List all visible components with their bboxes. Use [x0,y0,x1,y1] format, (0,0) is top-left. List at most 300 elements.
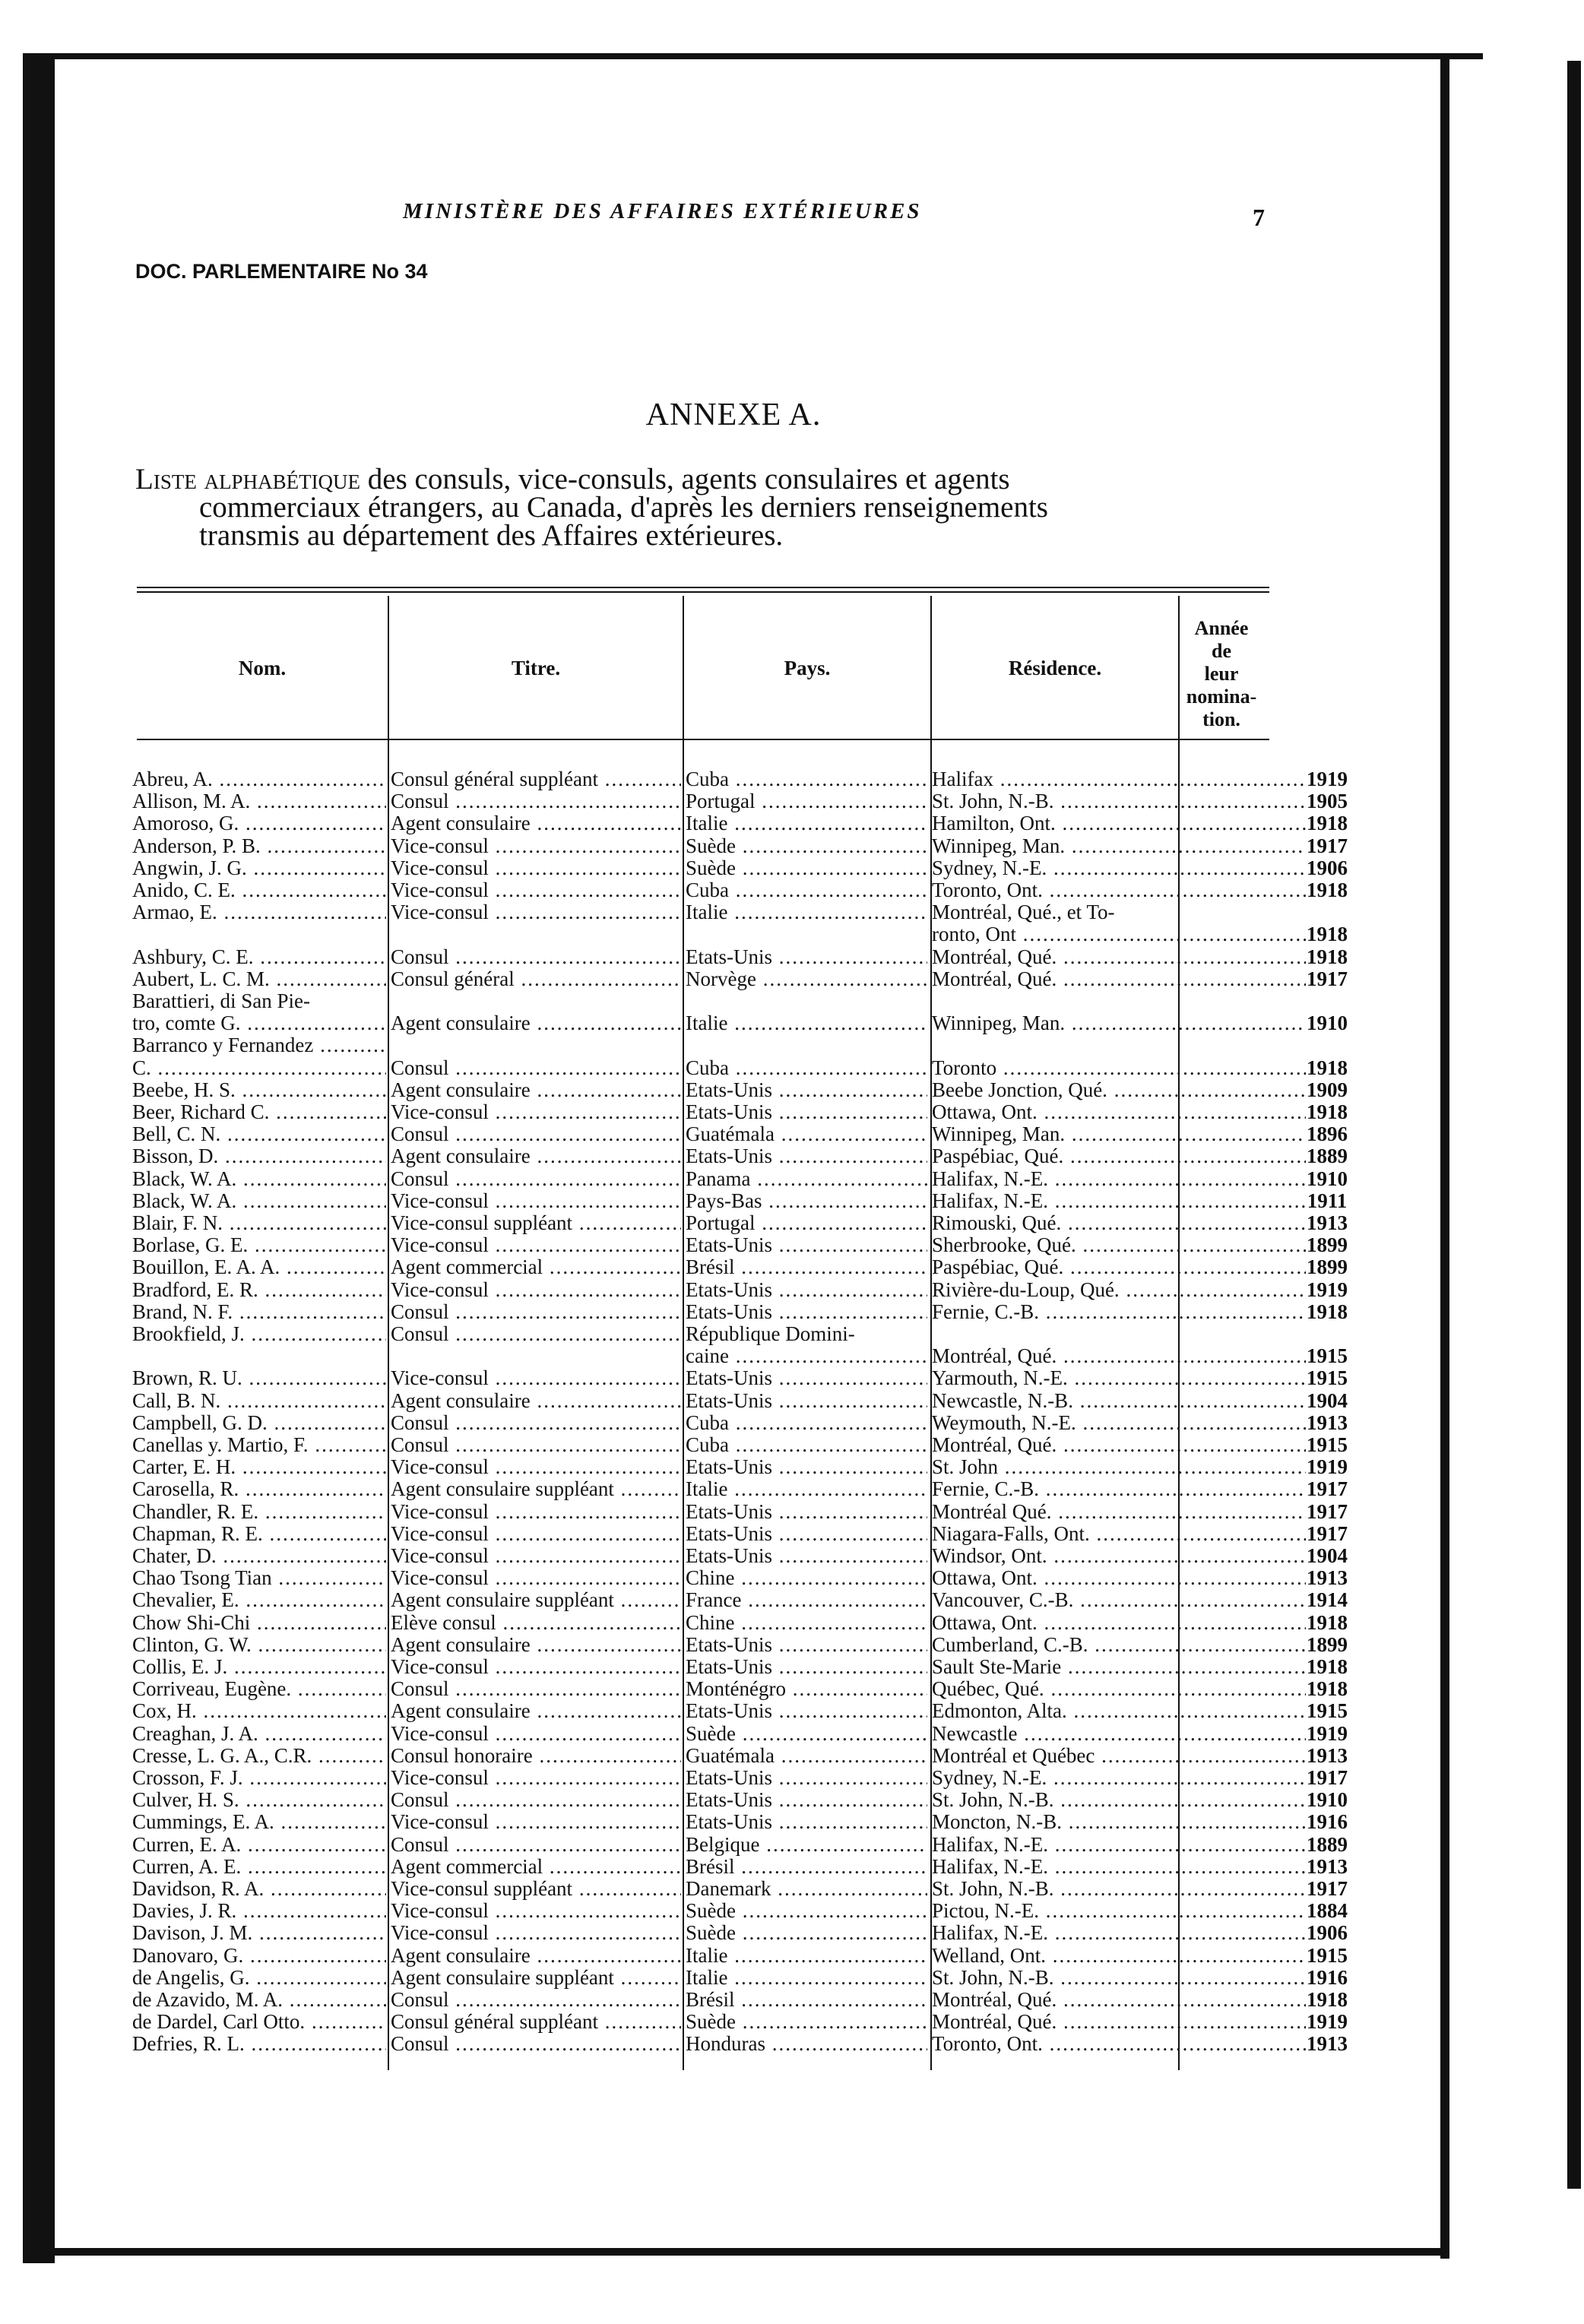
table-row [132,1965,1348,1989]
cell-country: Etats-Unis ..... [686,1145,927,1167]
cell-country: Cuba ..... [686,1056,927,1079]
cell-name: Anido, C. E. ..... [132,879,386,901]
cell-country: Etats-Unis ..... [686,945,927,968]
cell-country: Etats-Unis ..... [686,1633,927,1656]
cell-res: Montréal, Qué. ..... [932,1433,1306,1456]
cell-country: Etats-Unis ..... [686,1522,927,1545]
column-header-residence: Résidence. [1008,657,1102,679]
cell-res: Vancouver, C.-B. ..... [932,1588,1306,1611]
cell-year: 1913 [1307,1743,1348,1767]
cell-year: 1906 [1307,856,1348,879]
cell-year: 1910 [1307,1788,1348,1812]
cell-title: Consul ..... [391,1300,681,1323]
page-border-right [1440,55,1449,2259]
cell-title: Consul ..... [391,1122,681,1145]
cell-country [686,989,927,1012]
running-title: MINISTÈRE DES AFFAIRES EXTÉRIEURES [403,199,922,223]
table-row [132,1832,1348,1856]
cell-res: Edmonton, Alta. ..... [932,1699,1306,1722]
cell-country: Brésil ..... [686,1255,927,1278]
cell-country: Italie ..... [686,812,927,834]
cell-title: Agent consulaire ..... [391,1944,681,1967]
table-row [132,812,1348,835]
cell-country [686,1034,927,1056]
cell-title: Agent consulaire suppléant ..... [391,1477,681,1500]
cell-year: 1918 [1307,879,1348,901]
cell-name: Davidson, R. A. ..... [132,1877,386,1900]
cell-country: Etats-Unis ..... [686,1699,927,1722]
cell-res: Montréal Qué. ..... [932,1500,1306,1523]
cell-name: Bradford, E. R. ..... [132,1278,386,1301]
cell-country: Portugal ..... [686,790,927,812]
document-reference: DOC. PARLEMENTAIRE No 34 [135,260,428,283]
cell-name: Bouillon, E. A. A. ..... [132,1255,386,1278]
cell-res: Ottawa, Ont. ..... [932,1100,1306,1123]
table-row [132,1588,1348,1612]
cell-name: Borlase, G. E. ..... [132,1233,386,1256]
cell-name: Chow Shi-Chi ..... [132,1611,386,1634]
table-row [132,768,1348,790]
cell-country: Etats-Unis ..... [686,1300,927,1323]
table-row [132,967,1348,990]
cell-country: Etats-Unis ..... [686,1766,927,1789]
table-row [132,1988,1348,2011]
cell-year: 1917 [1307,1477,1348,1501]
cell-res: St. John ..... [932,1455,1306,1478]
cell-name: Danovaro, G. ..... [132,1944,386,1967]
cell-res: Montréal, Qué., et To- [932,901,1115,924]
table-row [132,1788,1348,1812]
cell-res: Niagara-Falls, Ont. ..... [932,1522,1306,1545]
cell-year: 1906 [1307,1921,1348,1945]
cell-name: Chandler, R. E. ..... [132,1500,386,1523]
page-border-left [23,53,55,2263]
cell-year: 1904 [1307,1388,1348,1412]
cell-name: Barranco y Fernandez ..... [132,1034,386,1056]
cell-country: Portugal ..... [686,1211,927,1234]
cell-res: St. John, N.-B. ..... [932,1877,1306,1900]
table-row [132,901,1272,923]
cell-name: Davison, J. M. ..... [132,1921,386,1944]
table-row [132,2010,1348,2034]
cell-name: Black, W. A. ..... [132,1189,386,1212]
table-row [132,1877,1348,1900]
cell-country: Pays-Bas ..... [686,1189,927,1212]
table-row [132,1344,1348,1368]
cell-name: Black, W. A. ..... [132,1167,386,1190]
cell-year: 1919 [1307,1455,1348,1479]
cell-name: Aubert, L. C. M. ..... [132,967,386,990]
cell-name [132,1344,386,1367]
table-row [132,856,1348,879]
cell-year: 1918 [1307,945,1348,968]
cell-year: 1899 [1307,1632,1348,1656]
cell-title: Vice-consul ..... [391,1500,681,1523]
cell-res: St. John, N.-B. ..... [932,1788,1306,1811]
cell-year: 1910 [1307,1012,1348,1035]
cell-year: 1919 [1307,768,1348,790]
cell-res: Welland, Ont. ..... [932,1944,1306,1967]
table-row [132,989,1272,1012]
table-row [132,1610,1348,1634]
table-row [132,1544,1348,1567]
cell-year: 1913 [1307,1854,1348,1878]
cell-country: Cuba ..... [686,768,927,790]
table-row [132,1255,1348,1279]
table-row [132,1521,1348,1545]
table-row [132,1233,1348,1257]
cell-title: Consul honoraire ..... [391,1744,681,1767]
cell-res: Winnipeg, Man. ..... [932,1122,1306,1145]
cell-name: C. ..... [132,1056,386,1079]
cell-title: Agent consulaire ..... [391,812,681,834]
intro-line-1 [135,463,1268,496]
cell-res: Sherbrooke, Qué. ..... [932,1233,1306,1256]
cell-country: Etats-Unis ..... [686,1455,927,1478]
cell-title [391,923,681,945]
table-header-rule [137,739,1269,740]
cell-title: Vice-consul ..... [391,1899,681,1922]
cell-title: Vice-consul ..... [391,901,681,923]
cell-country: Norvège ..... [686,967,927,990]
cell-year: 1917 [1307,834,1348,857]
cell-year: 1905 [1307,790,1348,813]
cell-country: Suède ..... [686,2010,927,2033]
cell-name: Crosson, F. J. ..... [132,1766,386,1789]
cell-name: Carosella, R. ..... [132,1477,386,1500]
cell-res: Hamilton, Ont. ..... [932,812,1306,834]
cell-name: Barattieri, di San Pie- [132,989,310,1012]
table-row [132,1655,1348,1678]
cell-name: Canellas y. Martio, F. ..... [132,1433,386,1456]
cell-title: Consul ..... [391,2032,681,2055]
cell-name: Clinton, G. W. ..... [132,1633,386,1656]
table-row [132,1034,1272,1056]
cell-year: 1915 [1307,1344,1348,1368]
cell-res: Paspébiac, Qué. ..... [932,1255,1306,1278]
table-row [132,1766,1348,1789]
cell-name: Amoroso, G. ..... [132,812,386,834]
cell-title: Agent consulaire suppléant ..... [391,1588,681,1611]
cell-res: Montréal, Qué. ..... [932,1344,1306,1367]
cell-title: Consul ..... [391,1788,681,1811]
cell-res: Montréal, Qué. ..... [932,2010,1306,2033]
cell-title: Vice-consul ..... [391,1366,681,1389]
cell-res: Toronto, Ont. ..... [932,879,1306,901]
cell-country: Brésil ..... [686,1855,927,1878]
cell-country: Italie ..... [686,901,927,923]
cell-title: Agent consulaire ..... [391,1389,681,1412]
cell-name: Beer, Richard C. ..... [132,1100,386,1123]
cell-res [932,1322,1306,1345]
cell-res: Fernie, C.-B. ..... [932,1477,1306,1500]
cell-title: Consul ..... [391,945,681,968]
cell-country: Etats-Unis ..... [686,1278,927,1301]
cell-title: Consul ..... [391,1322,681,1345]
cell-name: Bisson, D. ..... [132,1145,386,1167]
cell-year: 1915 [1307,1433,1348,1456]
cell-year [1291,1034,1364,1056]
table-row [132,790,1348,813]
cell-year: 1915 [1307,1943,1348,1967]
table-row [132,1433,1348,1456]
cell-res: Beebe Jonction, Qué. ..... [932,1078,1306,1101]
year-header-line-3: leur [1204,663,1239,685]
cell-title: Agent commercial ..... [391,1255,681,1278]
cell-name: Angwin, J. G. ..... [132,856,386,879]
table-row [132,923,1348,946]
cell-title: Vice-consul ..... [391,1233,681,1256]
cell-res: Paspébiac, Qué. ..... [932,1145,1306,1167]
table-top-rule-inner [137,591,1269,593]
cell-name: Collis, E. J. ..... [132,1655,386,1678]
cell-year: 1918 [1307,1100,1348,1123]
cell-year: 1917 [1307,1766,1348,1789]
cell-year: 1917 [1307,1521,1348,1545]
cell-name: Cox, H. ..... [132,1699,386,1722]
table-row [132,1743,1348,1767]
cell-title: Vice-consul ..... [391,1655,681,1678]
column-header-title: Titre. [511,657,561,679]
cell-res: Halifax, N.-E. ..... [932,1855,1306,1878]
cell-year [1291,1322,1364,1345]
cell-name: Bell, C. N. ..... [132,1122,386,1145]
intro-line-2: commerciaux étrangers, au Canada, d'après les derniers renseignements [199,491,1048,524]
cell-country: Belgique ..... [686,1833,927,1856]
table-row [132,1322,1272,1345]
cell-country: Guatémala ..... [686,1744,927,1767]
cell-name: Chevalier, E. ..... [132,1588,386,1611]
cell-country: Honduras ..... [686,2032,927,2055]
cell-title: Vice-consul ..... [391,1100,681,1123]
cell-year: 1917 [1307,1877,1348,1900]
cell-res: Montréal, Qué. ..... [932,1988,1306,2011]
cell-res: Pictou, N.-E. ..... [932,1899,1306,1922]
cell-year: 1884 [1307,1899,1348,1923]
cell-name: Armao, E. ..... [132,901,386,923]
cell-year: 1904 [1307,1544,1348,1567]
cell-title: Vice-consul ..... [391,1766,681,1789]
cell-title: Vice-consul ..... [391,1189,681,1212]
cell-res: St. John, N.-B. ..... [932,1966,1306,1989]
table-row [132,1721,1348,1745]
cell-res: St. John, N.-B. ..... [932,790,1306,812]
cell-title: Vice-consul ..... [391,1278,681,1301]
cell-country: Italie ..... [686,1012,927,1034]
cell-country: Etats-Unis ..... [686,1810,927,1833]
cell-res: Toronto ..... [932,1056,1306,1079]
cell-year: 1919 [1307,1721,1348,1745]
table-row [132,1899,1348,1923]
column-header-name: Nom. [238,657,287,679]
cell-res: Halifax, N.-E. ..... [932,1833,1306,1856]
cell-year: 1899 [1307,1255,1348,1279]
table-row [132,1566,1348,1590]
cell-name: Brand, N. F. ..... [132,1300,386,1323]
cell-name: Chao Tsong Tian ..... [132,1566,386,1589]
table-row [132,1854,1348,1878]
cell-country: Suède ..... [686,834,927,857]
cell-res: Halifax ..... [932,768,1306,790]
cell-name: tro, comte G. ..... [132,1012,386,1034]
table-row [132,1699,1348,1723]
cell-title: Vice-consul ..... [391,1566,681,1589]
cell-country: Suède ..... [686,1899,927,1922]
table-row [132,1100,1348,1123]
cell-country: Italie ..... [686,1966,927,1989]
cell-res: Yarmouth, N.-E. ..... [932,1366,1306,1389]
cell-title [391,1344,681,1367]
table-row [132,1167,1348,1190]
cell-title: Consul ..... [391,1167,681,1190]
cell-title: Vice-consul ..... [391,1544,681,1567]
cell-country: Panama ..... [686,1167,927,1190]
cell-year: 1915 [1307,1699,1348,1723]
cell-res: Sault Ste-Marie ..... [932,1655,1306,1678]
cell-country: Etats-Unis ..... [686,1500,927,1523]
year-header-line-4: nomina- [1186,685,1257,708]
table-row [132,1411,1348,1434]
cell-title: Agent commercial ..... [391,1855,681,1878]
cell-title: Consul ..... [391,1833,681,1856]
cell-res: Ottawa, Ont. ..... [932,1566,1306,1589]
cell-name: Chater, D. ..... [132,1544,386,1567]
cell-country: Etats-Unis ..... [686,1366,927,1389]
cell-name: de Azavido, M. A. ..... [132,1988,386,2011]
cell-name [132,923,386,945]
page-border-top [27,53,1483,59]
cell-year [1291,901,1364,923]
cell-title: Consul ..... [391,1677,681,1700]
table-row [132,1921,1348,1945]
cell-name: Curren, E. A. ..... [132,1833,386,1856]
cell-name: Creaghan, J. A. ..... [132,1722,386,1745]
cell-country: Suède ..... [686,1921,927,1944]
table-row [132,1677,1348,1701]
cell-name: Anderson, P. B. ..... [132,834,386,857]
cell-name: Call, B. N. ..... [132,1389,386,1412]
table-row [132,2032,1348,2056]
table-row [132,945,1348,968]
cell-country [686,923,927,945]
cell-year: 1918 [1307,1300,1348,1323]
cell-name: Carter, E. H. ..... [132,1455,386,1478]
cell-country: Etats-Unis ..... [686,1389,927,1412]
cell-title: Consul ..... [391,790,681,812]
page-number: 7 [1253,204,1265,231]
cell-res: Halifax, N.-E. ..... [932,1167,1306,1190]
cell-country: Cuba ..... [686,879,927,901]
table-row [132,1278,1348,1301]
cell-year [1291,989,1364,1012]
cell-title: Vice-consul ..... [391,1522,681,1545]
table-row [132,1943,1348,1967]
cell-title: Consul ..... [391,1433,681,1456]
cell-title: Elève consul ..... [391,1611,681,1634]
table-row [132,1810,1348,1834]
cell-title: Vice-consul ..... [391,1921,681,1944]
cell-title: Agent consulaire ..... [391,1145,681,1167]
year-header-line-1: Année [1194,617,1249,639]
cell-title: Consul général ..... [391,967,681,990]
cell-country: France ..... [686,1588,927,1611]
cell-title: Consul général suppléant ..... [391,2010,681,2033]
cell-res: Winnipeg, Man. ..... [932,1012,1306,1034]
cell-res [932,989,1306,1012]
cell-res: Sydney, N.-E. ..... [932,1766,1306,1789]
cell-res [932,1034,1306,1056]
cell-title: Vice-consul ..... [391,834,681,857]
cell-res: Rimouski, Qué. ..... [932,1211,1306,1234]
cell-title: Agent consulaire ..... [391,1078,681,1101]
cell-country: Chine ..... [686,1611,927,1634]
cell-year: 1913 [1307,2032,1348,2056]
cell-title: Consul ..... [391,1988,681,2011]
cell-title: Consul général suppléant ..... [391,768,681,790]
cell-name: Brown, R. U. ..... [132,1366,386,1389]
annex-title: ANNEXE A. [645,397,822,432]
cell-res: Halifax, N.-E. ..... [932,1921,1306,1944]
cell-res: Québec, Qué. ..... [932,1677,1306,1700]
cell-name: Cresse, L. G. A., C.R. ..... [132,1744,386,1767]
cell-year: 1913 [1307,1566,1348,1590]
page-edge-right [1567,61,1581,2189]
table-row [132,1211,1348,1234]
cell-res: Windsor, Ont. ..... [932,1544,1306,1567]
cell-title: Agent consulaire suppléant ..... [391,1966,681,1989]
cell-country: Guatémala ..... [686,1122,927,1145]
cell-year: 1918 [1307,812,1348,835]
cell-name: Defries, R. L. ..... [132,2032,386,2055]
cell-year: 1910 [1307,1167,1348,1190]
cell-title: Vice-consul ..... [391,1455,681,1478]
cell-name: Corriveau, Eugène. ..... [132,1677,386,1700]
cell-title: Vice-consul suppléant ..... [391,1211,681,1234]
table-row [132,879,1348,901]
cell-res: Montréal, Qué. ..... [932,967,1306,990]
cell-year: 1911 [1307,1189,1348,1212]
cell-year: 1917 [1307,1499,1348,1523]
cell-title: Vice-consul ..... [391,856,681,879]
cell-year: 1918 [1307,1056,1348,1079]
table-row [132,834,1348,857]
cell-res: Rivière-du-Loup, Qué. ..... [932,1278,1306,1301]
cell-country: Etats-Unis ..... [686,1544,927,1567]
cell-title: Consul ..... [391,1056,681,1079]
cell-res: Toronto, Ont. ..... [932,2032,1306,2055]
cell-res: Newcastle ..... [932,1722,1306,1745]
cell-name: Abreu, A. ..... [132,768,386,790]
year-header-line-2: de [1212,640,1231,662]
cell-year: 1909 [1307,1078,1348,1101]
intro-lead: Liste alphabétique [135,463,361,496]
cell-country: Suède ..... [686,856,927,879]
cell-name: Campbell, G. D. ..... [132,1411,386,1434]
cell-name: Allison, M. A. ..... [132,790,386,812]
cell-name: de Dardel, Carl Otto. ..... [132,2010,386,2033]
cell-country: Etats-Unis ..... [686,1233,927,1256]
cell-country: Monténégro ..... [686,1677,927,1700]
cell-country: Brésil ..... [686,1988,927,2011]
cell-title: Vice-consul ..... [391,879,681,901]
cell-year: 1913 [1307,1211,1348,1234]
cell-name: Ashbury, C. E. ..... [132,945,386,968]
cell-res: Montréal et Québec ..... [932,1744,1306,1767]
cell-country: Chine ..... [686,1566,927,1589]
column-header-year [1177,617,1266,731]
cell-year: 1917 [1307,967,1348,990]
table-row [132,1632,1348,1656]
